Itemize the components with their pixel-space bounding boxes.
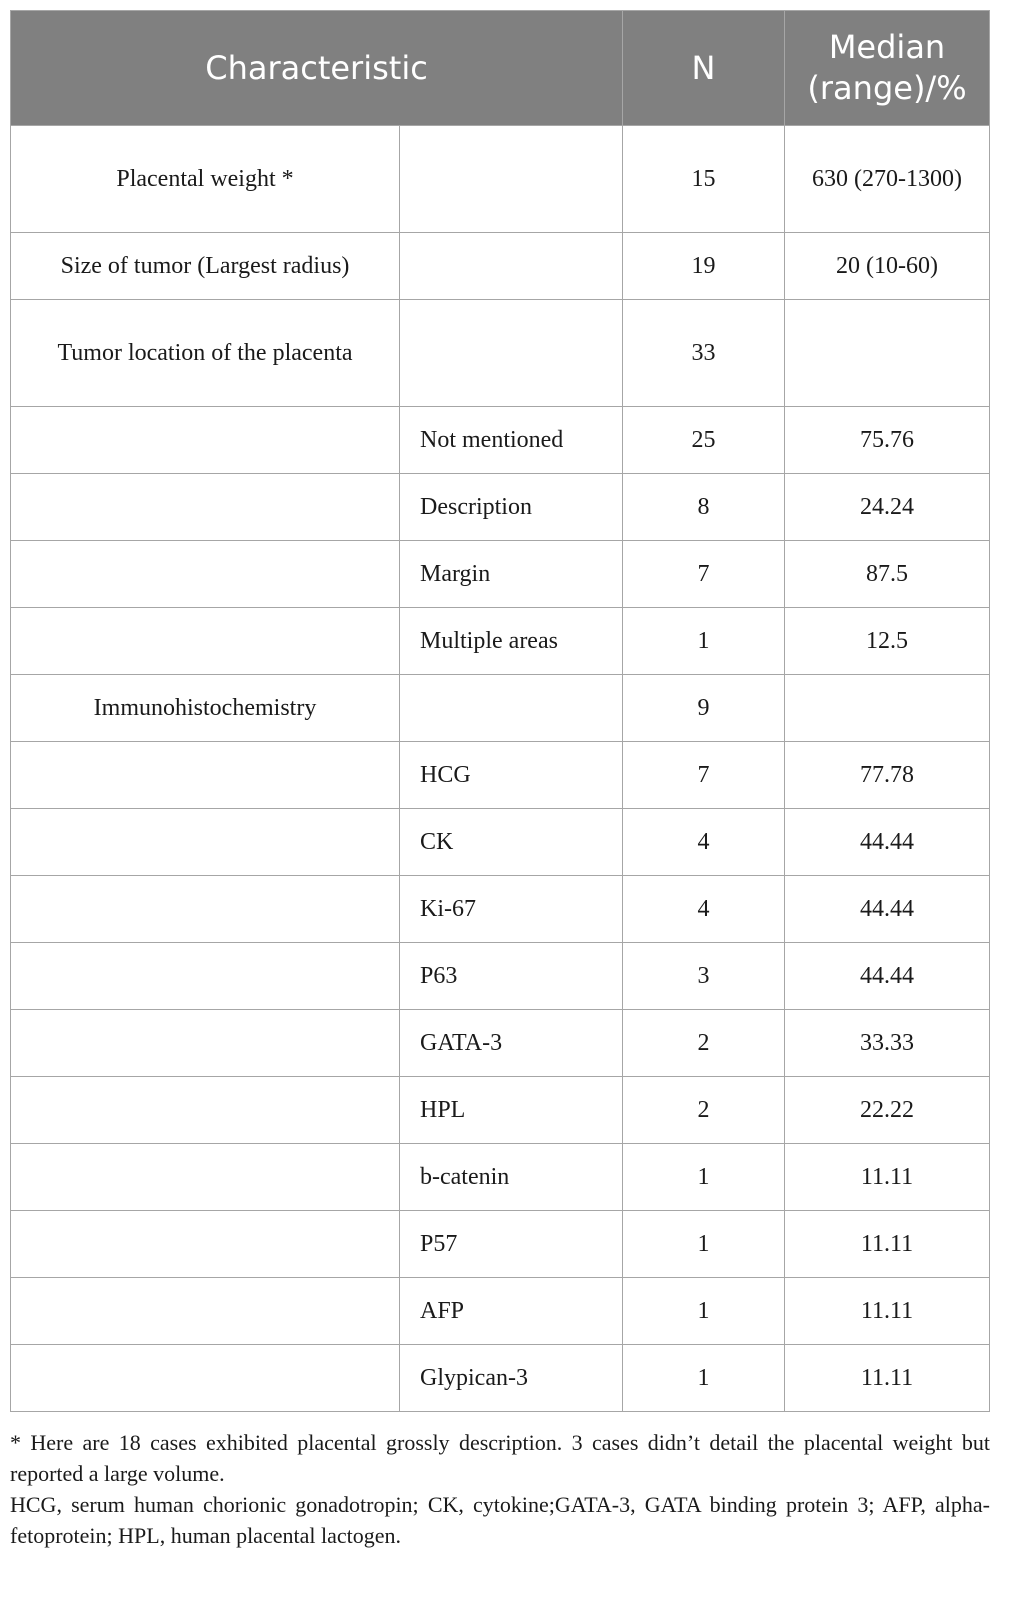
cell-characteristic xyxy=(11,1211,400,1278)
cell-characteristic xyxy=(11,742,400,809)
cell-n: 25 xyxy=(623,407,785,474)
cell-characteristic: Size of tumor (Largest radius) xyxy=(11,233,400,300)
cell-n: 9 xyxy=(623,675,785,742)
cell-subcategory: Glypican-3 xyxy=(400,1345,623,1412)
cell-characteristic xyxy=(11,1077,400,1144)
cell-characteristic xyxy=(11,809,400,876)
cell-subcategory: Ki-67 xyxy=(400,876,623,943)
cell-value: 44.44 xyxy=(785,943,990,1010)
table-row xyxy=(11,1010,990,1077)
cell-characteristic xyxy=(11,608,400,675)
cell-value: 33.33 xyxy=(785,1010,990,1077)
cell-subcategory xyxy=(400,675,623,742)
cell-subcategory: Multiple areas xyxy=(400,608,623,675)
table-row xyxy=(11,675,990,742)
cell-n: 1 xyxy=(623,608,785,675)
cell-characteristic xyxy=(11,1144,400,1211)
table-row xyxy=(11,407,990,474)
cell-n: 1 xyxy=(623,1278,785,1345)
table-row xyxy=(11,943,990,1010)
table-header-row xyxy=(11,11,990,126)
table-row xyxy=(11,809,990,876)
cell-n: 2 xyxy=(623,1077,785,1144)
cell-value: 87.5 xyxy=(785,541,990,608)
cell-subcategory: CK xyxy=(400,809,623,876)
cell-subcategory xyxy=(400,233,623,300)
table-row xyxy=(11,1278,990,1345)
cell-characteristic: Placental weight * xyxy=(11,126,400,233)
header-n: N xyxy=(623,11,785,126)
cell-value: 22.22 xyxy=(785,1077,990,1144)
cell-subcategory: AFP xyxy=(400,1278,623,1345)
cell-characteristic xyxy=(11,1278,400,1345)
cell-n: 33 xyxy=(623,300,785,407)
cell-characteristic xyxy=(11,474,400,541)
table-row xyxy=(11,233,990,300)
cell-value: 24.24 xyxy=(785,474,990,541)
cell-n: 7 xyxy=(623,541,785,608)
cell-subcategory xyxy=(400,300,623,407)
cell-subcategory: P63 xyxy=(400,943,623,1010)
header-median: Median (range)/% xyxy=(785,11,990,126)
table-row xyxy=(11,742,990,809)
cell-subcategory: P57 xyxy=(400,1211,623,1278)
cell-value: 11.11 xyxy=(785,1144,990,1211)
cell-value: 12.5 xyxy=(785,608,990,675)
table-footnotes xyxy=(10,1427,990,1551)
cell-subcategory: Description xyxy=(400,474,623,541)
cell-value: 11.11 xyxy=(785,1345,990,1412)
cell-n: 1 xyxy=(623,1211,785,1278)
cell-characteristic xyxy=(11,1345,400,1412)
cell-subcategory: HPL xyxy=(400,1077,623,1144)
cell-characteristic xyxy=(11,943,400,1010)
cell-n: 8 xyxy=(623,474,785,541)
cell-subcategory: Not mentioned xyxy=(400,407,623,474)
table-row xyxy=(11,1077,990,1144)
table-row xyxy=(11,876,990,943)
cell-value: 44.44 xyxy=(785,876,990,943)
cell-value: 11.11 xyxy=(785,1211,990,1278)
table-row xyxy=(11,126,990,233)
footnote-abbreviations: HCG, serum human chorionic gonadotropin; CK, cytokine;GATA-3, GATA binding protein 3; AFP, alpha-fetoprotein; HPL, human placental lactogen. xyxy=(10,1492,990,1548)
cell-characteristic xyxy=(11,1010,400,1077)
cell-n: 7 xyxy=(623,742,785,809)
cell-n: 19 xyxy=(623,233,785,300)
table-row xyxy=(11,1345,990,1412)
cell-subcategory: HCG xyxy=(400,742,623,809)
cell-value: 11.11 xyxy=(785,1278,990,1345)
cell-n: 3 xyxy=(623,943,785,1010)
cell-value: 20 (10-60) xyxy=(785,233,990,300)
header-characteristic: Characteristic xyxy=(11,11,623,126)
cell-characteristic xyxy=(11,541,400,608)
cell-value xyxy=(785,300,990,407)
table-row xyxy=(11,1144,990,1211)
cell-value: 75.76 xyxy=(785,407,990,474)
cell-characteristic xyxy=(11,876,400,943)
characteristics-table xyxy=(10,10,990,1412)
table-row xyxy=(11,541,990,608)
cell-n: 4 xyxy=(623,809,785,876)
cell-characteristic: Immunohistochemistry xyxy=(11,675,400,742)
cell-n: 4 xyxy=(623,876,785,943)
cell-value: 77.78 xyxy=(785,742,990,809)
cell-characteristic: Tumor location of the placenta xyxy=(11,300,400,407)
cell-subcategory: Margin xyxy=(400,541,623,608)
cell-subcategory: b-catenin xyxy=(400,1144,623,1211)
table-row xyxy=(11,474,990,541)
cell-n: 1 xyxy=(623,1345,785,1412)
table-row xyxy=(11,1211,990,1278)
cell-subcategory: GATA-3 xyxy=(400,1010,623,1077)
cell-characteristic xyxy=(11,407,400,474)
cell-subcategory xyxy=(400,126,623,233)
table-row xyxy=(11,300,990,407)
cell-n: 2 xyxy=(623,1010,785,1077)
cell-n: 15 xyxy=(623,126,785,233)
cell-value: 630 (270-1300) xyxy=(785,126,990,233)
cell-value xyxy=(785,675,990,742)
cell-value: 44.44 xyxy=(785,809,990,876)
footnote-asterisk: * Here are 18 cases exhibited placental grossly description. 3 cases didn’t detail the placental weight but reported a large volume. xyxy=(10,1430,990,1486)
table-row xyxy=(11,608,990,675)
cell-n: 1 xyxy=(623,1144,785,1211)
